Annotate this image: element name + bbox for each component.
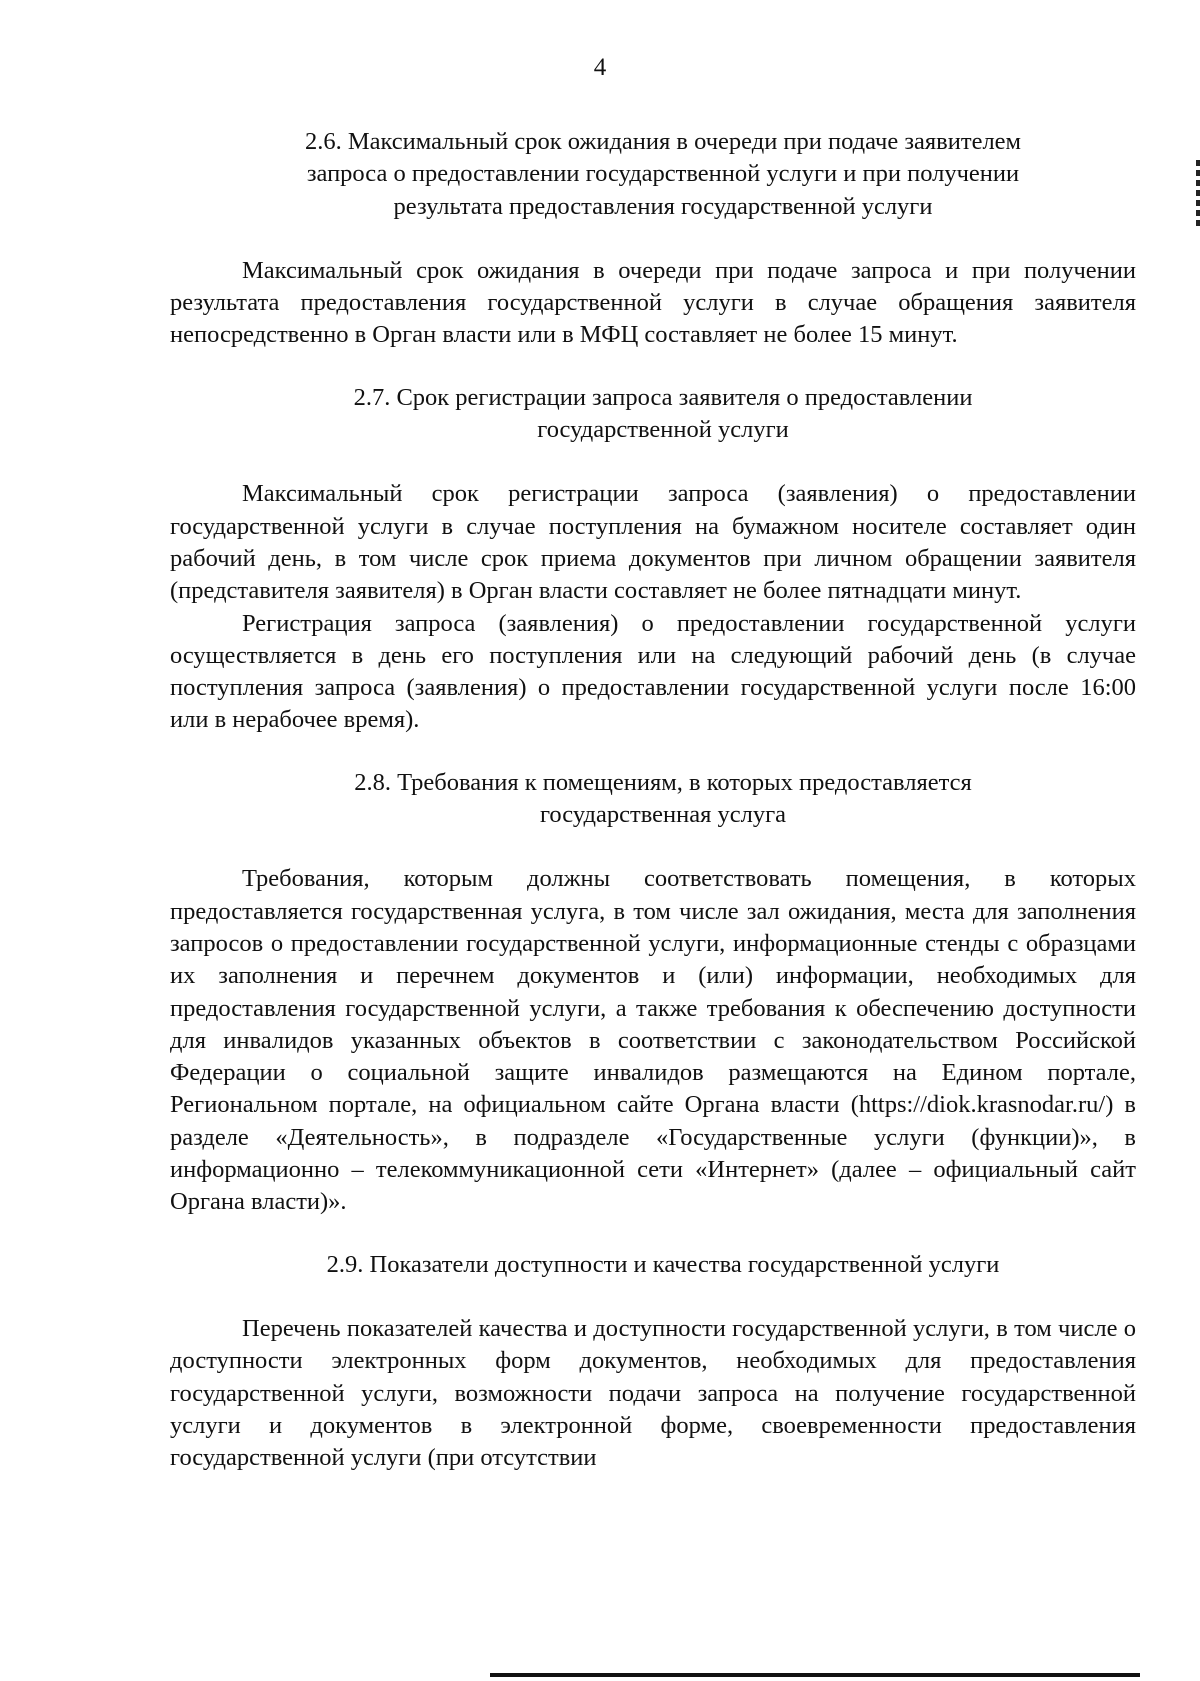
- heading-line: государственной услуги: [537, 416, 789, 444]
- paragraph: Требования, которым должны соответствовать помещения, в которых предоставляется государственная услуга, в том числе зал ожидания, места для заполнения запросов о предоставлении государственной услуги, информационные стенды с образцами их заполнения и перечнем документов и (или) информации, необходимых для предоставления государственной услуги, а также требования к обеспечению доступности для инвалидов указанных объектов в соответствии с законодательством Российской Федерации о социальной защите инвалидов размещаются на Едином портале, Региональном портале, на официальном сайте Органа власти (https://diok.krasnodar.ru/) в разделе «Деятельность», в подразделе «Государственные услуги (функции)», в информационно – телекоммуникационной сети «Интернет» (далее – официальный сайт Органа власти)».: [170, 865, 1136, 1216]
- section-heading-2-6: [245, 126, 1081, 223]
- heading-line: 2.9. Показатели доступности и качества государственной услуги: [326, 1250, 1000, 1278]
- bottom-divider: [490, 1673, 1140, 1677]
- section-heading-2-8: [245, 767, 1081, 832]
- heading-line: запроса о предоставлении государственной услуги и при получении: [306, 160, 1020, 188]
- page-number: 4: [593, 54, 607, 81]
- heading-line: 2.6. Максимальный срок ожидания в очереди при подаче заявителем: [304, 128, 1022, 155]
- document-body: [170, 126, 1136, 1474]
- paragraph: Регистрация запроса (заявления) о предоставлении государственной услуги осуществляется в день его поступления или на следующий рабочий день (в случае поступления запроса (заявления) о предоставлении государственной услуги после 16:00 или в нерабочее время).: [170, 609, 1136, 734]
- scan-edge-mark: [1196, 160, 1200, 230]
- heading-line: 2.7. Срок регистрации запроса заявителя о предоставлении: [353, 383, 973, 411]
- paragraph: Перечень показателей качества и доступности государственной услуги, в том числе о доступности электронных форм документов, необходимых для предоставления государственной услуги, возможности подачи запроса на получение государственной услуги и документов в электронной форме, своевременности предоставления государственной услуги (при отсутствии: [170, 1314, 1136, 1472]
- heading-line: 2.8. Требования к помещениям, в которых предоставляется: [354, 768, 972, 796]
- heading-line: результата предоставления государственной услуги: [393, 192, 933, 220]
- section-heading-2-7: [245, 382, 1081, 447]
- paragraph: Максимальный срок ожидания в очереди при подаче запроса и при получении результата предоставления государственной услуги в случае обращения заявителя непосредственно в Орган власти или в МФЦ составляет не более 15 минут.: [170, 256, 1136, 349]
- section-heading-2-9: [245, 1249, 1081, 1281]
- heading-line: государственная услуга: [539, 801, 787, 829]
- paragraph: Максимальный срок регистрации запроса (заявления) о предоставлении государственной услуги в случае поступления на бумажном носителе составляет один рабочий день, в том числе срок приема документов при личном обращении заявителя (представителя заявителя) в Орган власти составляет не более пятнадцати минут.: [170, 480, 1136, 605]
